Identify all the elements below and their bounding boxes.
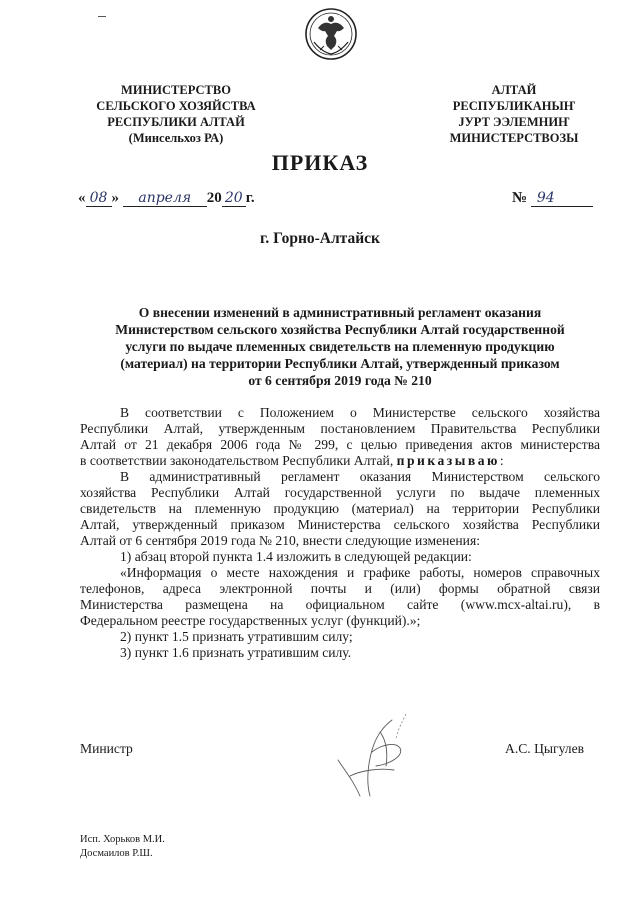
body-line: Алтай, утвержденный приказом Министерства сельского хозяйства Республики: [80, 517, 600, 532]
order-number: [512, 190, 593, 207]
subject-line: услуги по выдаче племенных свидетельств на племенную продукцию: [125, 339, 555, 354]
subject-line: от 6 сентября 2019 года № 210: [248, 373, 432, 388]
header-line: ЈУРТ ЭЭЛЕМНИҤ: [458, 115, 570, 129]
body-line: В административный регламент оказания Министерством сельского: [120, 469, 600, 484]
body-line: В соответствии с Положением о Министерстве сельского хозяйства: [120, 405, 600, 420]
order-keyword: приказываю: [396, 453, 500, 468]
ministry-header-altai: [404, 82, 624, 146]
scan-mark: [98, 16, 106, 17]
body-line: Алтай от 21 декабря 2006 года № 299, с целью приведения актов министерства: [80, 437, 600, 452]
date-year-prefix: 20: [206, 190, 222, 206]
quote-line: «Информация о месте нахождения и графике работы, номеров справочных: [120, 565, 600, 580]
list-item-1: 1) абзац второй пункта 1.4 изложить в следующей редакции:: [120, 549, 472, 564]
body-text: в соответствии законодательством Республики Алтай,: [80, 453, 394, 468]
date-close-quote: »: [111, 190, 119, 206]
order-date: [78, 190, 255, 207]
date-month: апреля: [123, 190, 207, 207]
header-line: РЕСПУБЛИКАНЫҤ: [452, 99, 576, 113]
handwritten-signature: [310, 712, 430, 800]
altai-republic-emblem-icon: [304, 6, 358, 64]
header-line: РЕСПУБЛИКИ АЛТАЙ: [107, 115, 245, 129]
date-year-end: г.: [245, 190, 255, 206]
date-open-quote: «: [78, 190, 86, 206]
body-line: хозяйства Республики Алтай государственной услуги по выдаче племенных: [80, 485, 600, 500]
order-subject: [80, 304, 600, 389]
list-item-2: 2) пункт 1.5 признать утратившим силу;: [120, 629, 353, 644]
subject-line: Министерством сельского хозяйства Республики Алтай государственной: [115, 322, 565, 337]
subject-line: О внесении изменений в административный регламент оказания: [138, 305, 542, 320]
document-title: ПРИКАЗ: [271, 150, 369, 175]
header-line: СЕЛЬСКОГО ХОЗЯЙСТВА: [96, 99, 256, 113]
date-year-suffix: 20: [222, 190, 246, 207]
ministry-header-russian: [66, 82, 286, 146]
executor: Исп. Хорьков М.И.: [80, 834, 165, 845]
body-line: свидетельств на племенную продукцию (материал) на территории Республики: [80, 501, 600, 516]
number-value: 94: [531, 190, 593, 207]
order-body: [80, 405, 600, 661]
body-line: Алтай от 6 сентября 2019 года № 210, внести следующие изменения:: [80, 533, 480, 548]
header-line: МИНИСТЕРСТВОЗЫ: [449, 131, 579, 145]
body-line: Республики Алтай, утвержденным постановлением Правительства Республики: [80, 421, 600, 436]
executor: Досмаилов Р.Ш.: [80, 848, 153, 859]
executors: [80, 833, 165, 861]
number-label: №: [512, 190, 528, 206]
colon: :: [499, 453, 504, 468]
city: г. Горно-Алтайск: [260, 230, 380, 247]
quote-line: телефонов, адреса электронной почты и (или) формы обратной связи: [80, 581, 600, 596]
quote-line: Министерства размещена на официальном сайте (www.mcx-altai.ru), в: [80, 597, 600, 612]
body-line: [80, 453, 600, 469]
list-item-3: 3) пункт 1.6 признать утратившим силу.: [120, 645, 352, 660]
header-line: (Минсельхоз РА): [128, 131, 224, 145]
subject-line: (материал) на территории Республики Алтай, утвержденный приказом: [120, 356, 560, 371]
signer-name: А.С. Цыгулев: [505, 741, 585, 756]
header-line: АЛТАЙ: [491, 83, 537, 97]
signer-position: Министр: [80, 741, 133, 756]
quote-line: Федеральном реестре государственных услуг (функций).»;: [80, 613, 421, 628]
date-day: 08: [86, 190, 112, 207]
header-line: МИНИСТЕРСТВО: [121, 83, 231, 97]
